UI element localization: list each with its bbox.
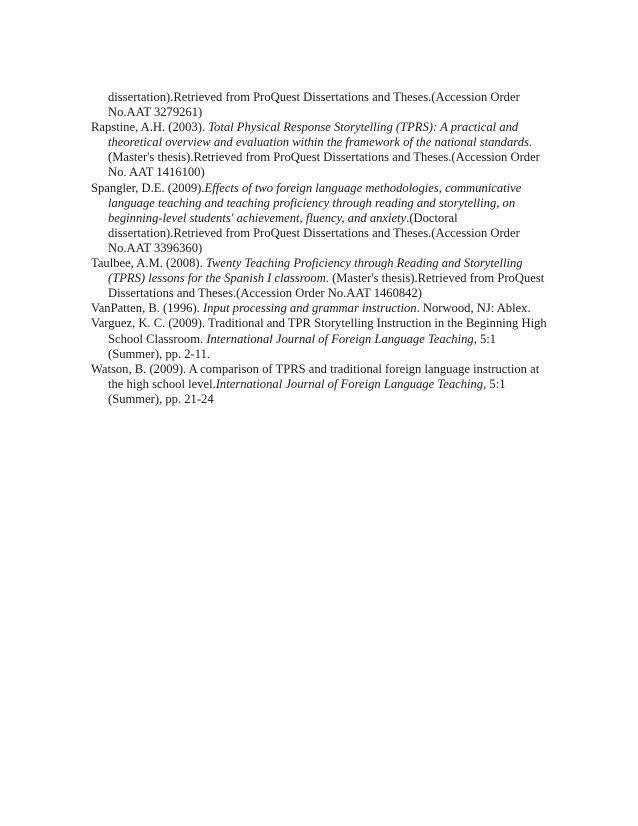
reference-entry	[91, 301, 551, 316]
reference-entry	[91, 362, 551, 407]
reference-title: Twenty Teaching Proficiency through Reading and Storytelling (TPRS) lessons for the Spanish I classroom.	[108, 256, 523, 286]
reference-source: . (Master's thesis).Retrieved from ProQuest Dissertations and Theses.(Accession Order No. AAT 1416100)	[108, 135, 540, 180]
reference-title: Effects of two foreign language methodologies, communicative language teaching and teaching proficiency through reading and storytelling, on beginning-level students' achievement, fluency, and anxiety	[108, 180, 522, 225]
reference-title: Total Physical Response Storytelling (TPRS): A practical and theoretical overview and evaluation within the framework of the national standards	[108, 120, 529, 150]
reference-entry	[91, 120, 551, 180]
reference-list	[91, 90, 551, 407]
reference-author-year: Spangler, D.E. (2009).	[91, 180, 205, 195]
reference-source: .(Doctoral dissertation).Retrieved from ProQuest Dissertations and Theses.(Accession Order No.AAT 3396360)	[108, 210, 520, 255]
reference-entry	[91, 256, 551, 301]
reference-author-year: Taulbee, A.M. (2008).	[91, 256, 206, 271]
reference-entry	[91, 316, 551, 361]
reference-author-year: Varguez, K. C. (2009). Traditional and TPR Storytelling Instruction in the Beginning High School Classroom.	[91, 316, 547, 346]
reference-source: (Master's thesis).Retrieved from ProQuest Dissertations and Theses.(Accession Order No.AAT 1460842)	[108, 271, 545, 301]
reference-journal: International Journal of Foreign Language Teaching	[206, 331, 474, 346]
reference-author-year: Rapstine, A.H. (2003).	[91, 120, 209, 135]
reference-author-year: VanPatten, B. (1996).	[91, 301, 203, 316]
reference-author-year: Watson, B. (2009). A comparison of TPRS and traditional foreign language instruction at the high school level.	[91, 361, 540, 391]
reference-source: . Norwood, NJ: Ablex.	[416, 301, 531, 316]
reference-source: , 5:1 (Summer), pp. 2-11.	[108, 331, 497, 361]
reference-entry	[91, 181, 551, 256]
reference-journal: International Journal of Foreign Language Teaching	[215, 376, 484, 391]
reference-entry	[91, 90, 551, 120]
reference-source: , 5:1 (Summer), pp. 21-24	[108, 376, 506, 406]
reference-text: dissertation).Retrieved from ProQuest Dissertations and Theses.(Accession Order No.AAT 3279261)	[108, 90, 520, 120]
reference-title: Input processing and grammar instruction	[202, 301, 417, 316]
